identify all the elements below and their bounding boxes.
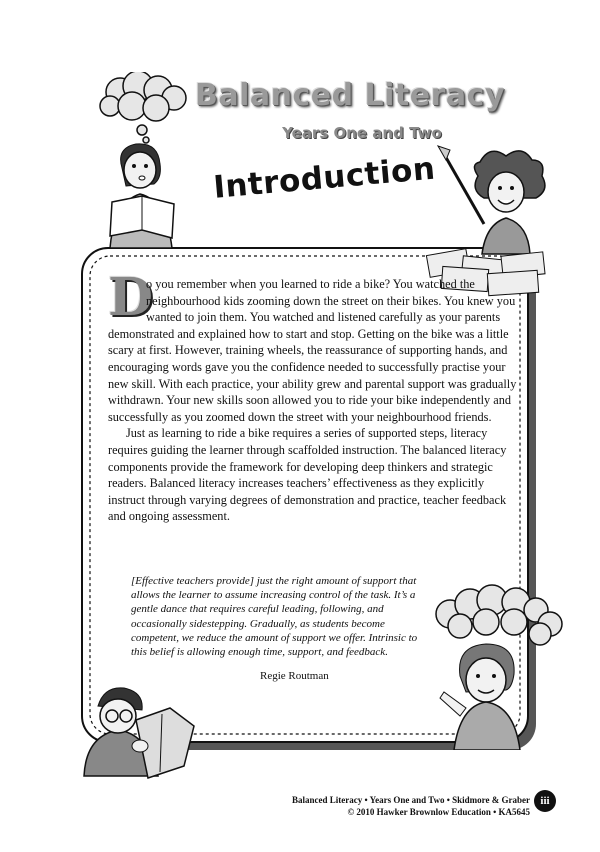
- woman-thinking-icon: [420, 580, 580, 750]
- section-heading: Introduction: [212, 150, 437, 206]
- paragraph-1-text: o you remember when you learned to ride a bike? You watched the neighbourhood kids zooming down the street on their bikes. You knew you wanted to join them. You watched and listened carefully as your parents demonstrated and explained how to start and stop. Getting on the bike was a little scary at first. However, training wheels, the reassurance of supporting hands, and encouraging words gave you the confidence needed to successfully practise your new skill. With each practice, your ability grew and parental support was gradually withdrawn. Your new skills soon allowed you to ride your bike independently and successfully as you zoomed down the street with your neighbourhood friends.: [108, 277, 517, 424]
- drop-cap: D: [108, 267, 154, 328]
- page-number: iii: [534, 790, 556, 812]
- page-footer: [292, 794, 530, 818]
- quote-author: Regie Routman: [260, 670, 329, 682]
- paragraph-2: Just as learning to ride a bike requires a series of supported steps, literacy requires guiding the learner through scaffolded instruction. The balanced literacy components provide the framework for developing deep thinkers and strategic readers. Balanced literacy increases teachers’ effectiveness as they explicitly instruct through varying degrees of demonstration and practice, teacher feedback and ongoing assessment.: [108, 426, 507, 524]
- article-body: [108, 267, 522, 525]
- paragraph-1: [108, 267, 522, 425]
- girl-with-books-icon: [418, 134, 568, 298]
- footer-line-2: © 2010 Hawker Brownlow Education • KA5645: [347, 807, 530, 817]
- footer-line-1: Balanced Literacy • Years One and Two • Skidmore & Graber: [292, 795, 530, 805]
- girl-reading-icon: [92, 72, 202, 248]
- book-subtitle: Years One and Two: [282, 124, 442, 142]
- boy-reading-icon: [76, 680, 206, 780]
- book-title: Balanced Literacy: [194, 78, 505, 113]
- pull-quote: [Effective teachers provide] just the right amount of support that allows the learner to assume increasing control of the task. It’s a gentle dance that requires careful leading, following, and occasionally sidestepping. Gradually, as students become competent, we reduce the amount of support we offer. Intrinsic to this belief is allowing enough time, support, and feedback.: [131, 575, 418, 659]
